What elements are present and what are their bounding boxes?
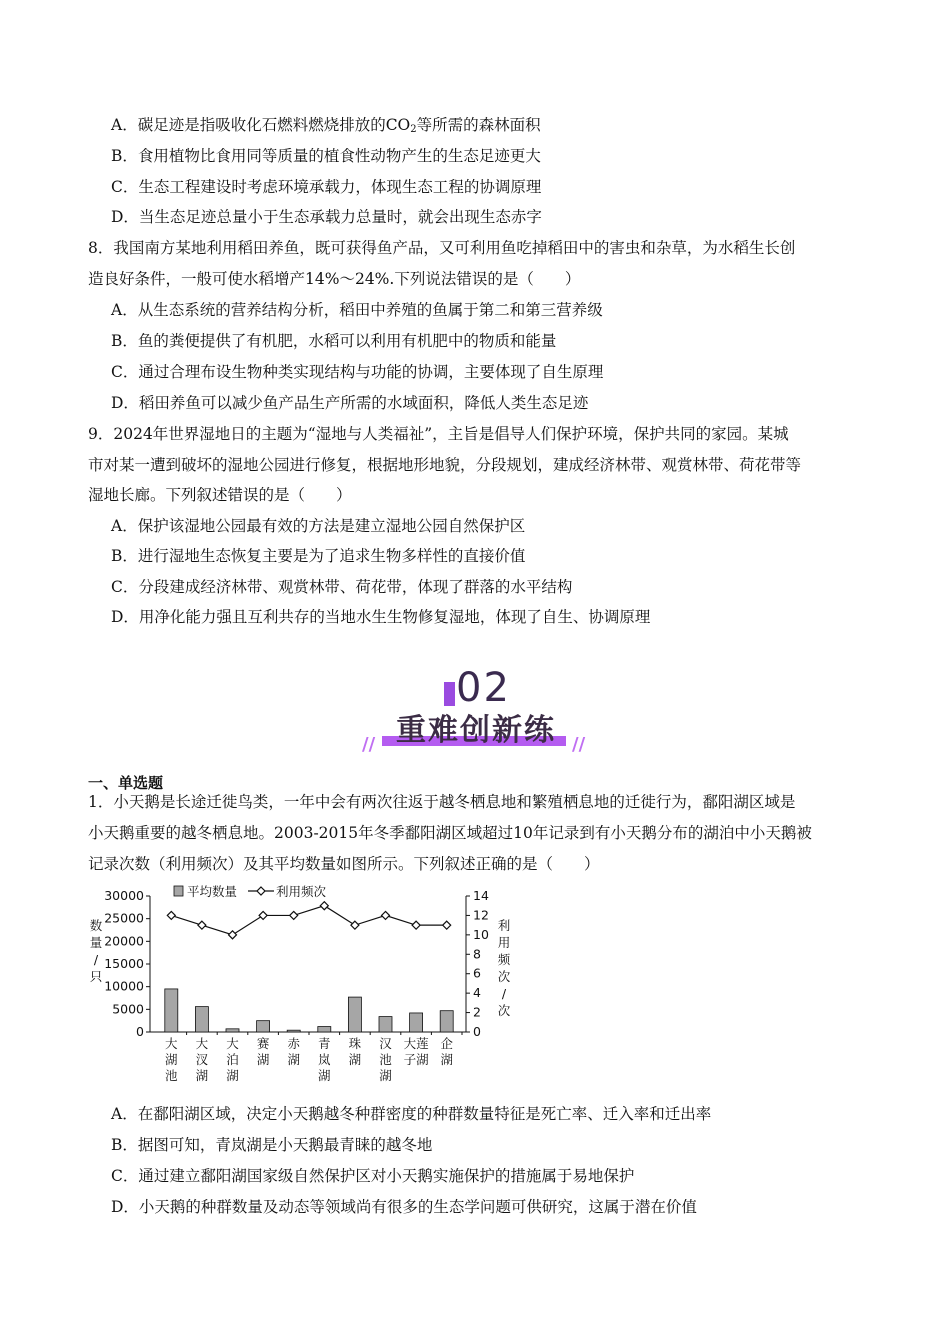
right-tick-label: 14 <box>473 888 489 903</box>
left-tick-label: 20000 <box>104 933 144 949</box>
option-C: C．分段建成经济林带、观赏林带、荷花带，体现了群落的水平结构 <box>111 578 573 596</box>
category-label: 池 <box>379 1052 392 1067</box>
left-tick-label: 25000 <box>104 910 144 926</box>
frequency-marker <box>443 921 451 929</box>
left-tick-label: 10000 <box>104 978 144 994</box>
question-stem-line: 记录次数（利用频次）及其平均数量如图所示。下列叙述正确的是（ ） <box>88 855 600 873</box>
frequency-marker <box>320 902 328 910</box>
left-tick-label: 5000 <box>112 1001 144 1017</box>
category-label: 湖 <box>226 1068 239 1083</box>
option-D: D．用净化能力强且互利共存的当地水生生物修复湿地，体现了自生、协调原理 <box>111 608 651 626</box>
option-D <box>111 206 542 228</box>
section-banner <box>360 666 592 758</box>
category-label: 赛 <box>256 1036 270 1051</box>
category-label: 池 <box>165 1068 178 1083</box>
right-tick-label: 12 <box>473 907 489 923</box>
option-C: C．通过建立鄱阳湖国家级自然保护区对小天鹅实施保护的措施属于易地保护 <box>111 1167 635 1185</box>
right-axis-label-char: 次 <box>497 969 511 984</box>
frequency-marker <box>290 911 298 919</box>
left-tick-label: 15000 <box>104 956 144 971</box>
category-label: 岚 <box>318 1052 331 1067</box>
question-stem-line: 市对某一遭到破坏的湿地公园进行修复，根据地形地貌，分段规划，建成经济林带、观赏林带、荷花带等 <box>88 456 802 474</box>
frequency-marker <box>229 931 237 939</box>
option-D: D．稻田养鱼可以减少鱼产品生产所需的水域面积，降低人类生态足迹 <box>111 394 589 412</box>
banner-accent-bar <box>444 682 455 706</box>
right-tick-label: 2 <box>473 1004 481 1020</box>
option-text: B．食用植物比食用同等质量的植食性动物产生的生态足迹更大 <box>111 147 541 165</box>
option-A: A．从生态系统的营养结构分析，稻田中养殖的鱼属于第二和第三营养级 <box>111 301 603 319</box>
category-label: 大莲 <box>403 1036 429 1051</box>
question-stem-line: 小天鹅重要的越冬栖息地。2003-2015年冬季鄱阳湖区域超过10年记录到有小天鹅分布的湖泊中小天鹅被 <box>88 824 812 842</box>
bar <box>287 1030 300 1032</box>
bar <box>410 1013 423 1032</box>
category-label: 大 <box>226 1036 239 1051</box>
frequency-marker <box>198 921 206 929</box>
right-axis-label-char: 次 <box>497 1003 511 1018</box>
banner-title: 重难创新练 <box>396 713 556 748</box>
right-tick-label: 6 <box>473 965 481 981</box>
category-label: 大 <box>195 1036 209 1051</box>
option-A: A．在鄱阳湖区域，决定小天鹅越冬种群密度的种群数量特征是死亡率、迁入率和迁出率 <box>111 1105 712 1123</box>
option-B: B．进行湿地生态恢复主要是为了追求生物多样性的直接价值 <box>111 547 526 565</box>
option-C: C．通过合理布设生物种类实现结构与功能的协调，主要体现了自生原理 <box>111 363 604 381</box>
bar <box>440 1011 453 1032</box>
bar <box>195 1007 208 1032</box>
section-title: 一、单选题 <box>88 774 164 792</box>
left-axis-label-char: 数 <box>89 918 103 933</box>
category-label: 湖 <box>165 1052 178 1067</box>
option-A <box>111 114 541 141</box>
category-label: 泊 <box>226 1052 239 1067</box>
category-label: 湖 <box>256 1052 270 1067</box>
question-stem-line: 造良好条件，一般可使水稻增产14%～24%.下列说法错误的是（ ） <box>88 270 581 288</box>
option-text: A．碳足迹是指吸收化石燃料燃烧排放的CO <box>111 116 411 134</box>
question-stem-line: 湿地长廊。下列叙述错误的是（ ） <box>88 486 352 504</box>
option-B: B．鱼的粪便提供了有机肥，水稻可以利用有机肥中的物质和能量 <box>111 332 557 350</box>
bar <box>379 1017 392 1032</box>
question-stem-line: 8．我国南方某地利用稻田养鱼，既可获得鱼产品，又可利用鱼吃掉稻田中的害虫和杂草，为水稻生长创 <box>88 239 796 257</box>
left-tick-label: 0 <box>136 1024 144 1039</box>
banner-slash-left: // <box>362 734 376 755</box>
category-label: 湖 <box>440 1052 453 1067</box>
category-label: 企 <box>440 1036 453 1051</box>
frequency-marker <box>259 911 267 919</box>
right-axis-label-char: / <box>501 986 507 1001</box>
legend-bar-label: 平均数量 <box>187 884 238 899</box>
option-text-tail: 等所需的森林面积 <box>416 116 541 134</box>
question-stem-line: 9．2024年世界湿地日的主题为“湿地与人类福祉”，主旨是倡导人们保护环境，保护共同的家园。某城 <box>88 425 789 443</box>
bar <box>348 997 361 1032</box>
right-tick-label: 10 <box>473 926 489 942</box>
right-axis-label-char: 用 <box>497 935 511 950</box>
category-label: 湖 <box>287 1052 300 1067</box>
bar <box>165 989 178 1032</box>
option-D: D．小天鹅的种群数量及动态等领域尚有很多的生态学问题可供研究，这属于潜在价值 <box>111 1198 697 1216</box>
banner-number: 02 <box>456 665 511 711</box>
right-tick-label: 8 <box>473 946 481 962</box>
right-tick-label: 0 <box>473 1024 481 1039</box>
chart <box>88 882 528 1092</box>
category-label: 汉 <box>379 1036 392 1051</box>
left-axis-label-char: 只 <box>89 969 103 984</box>
option-B <box>111 145 541 167</box>
category-label: 大 <box>165 1036 178 1051</box>
category-label: 子湖 <box>403 1052 429 1067</box>
right-axis-label-char: 利 <box>497 918 511 933</box>
frequency-marker <box>351 921 359 929</box>
left-axis-label-char: 量 <box>89 935 103 950</box>
left-tick-label: 30000 <box>104 888 144 903</box>
category-label: 湖 <box>318 1068 331 1083</box>
frequency-marker <box>167 911 175 919</box>
legend-bar-swatch <box>174 886 183 896</box>
frequency-line <box>171 906 446 935</box>
option-C <box>111 176 541 198</box>
question-stem-line: 1．小天鹅是长途迁徙鸟类，一年中会有两次往返于越冬栖息地和繁殖栖息地的迁徙行为，鄱阳湖区域是 <box>88 793 796 811</box>
right-axis-label-char: 频 <box>497 952 511 967</box>
right-tick-label: 4 <box>473 985 481 1001</box>
subscript: 2 <box>410 124 417 135</box>
bar <box>318 1027 331 1032</box>
legend-line-label: 利用频次 <box>276 884 327 899</box>
bar <box>226 1029 239 1032</box>
option-B: B．据图可知，青岚湖是小天鹅最青睐的越冬地 <box>111 1136 433 1154</box>
category-label: 赤 <box>287 1036 300 1051</box>
bar <box>257 1021 270 1032</box>
category-label: 湖 <box>195 1068 209 1083</box>
option-text: D．当生态足迹总量小于生态承载力总量时，就会出现生态赤字 <box>111 208 542 226</box>
category-label: 珠 <box>348 1036 362 1051</box>
frequency-marker <box>412 921 420 929</box>
frequency-marker <box>382 911 390 919</box>
category-label: 青 <box>318 1036 331 1051</box>
category-label: 汊 <box>195 1052 209 1067</box>
category-label: 湖 <box>379 1068 392 1083</box>
category-label: 湖 <box>348 1052 362 1067</box>
left-axis-label-char: / <box>93 952 99 967</box>
banner-slash-right: // <box>572 734 586 755</box>
option-A: A．保护该湿地公园最有效的方法是建立湿地公园自然保护区 <box>111 517 526 535</box>
legend-line-marker <box>257 887 265 895</box>
option-text: C．生态工程建设时考虑环境承载力，体现生态工程的协调原理 <box>111 178 542 196</box>
